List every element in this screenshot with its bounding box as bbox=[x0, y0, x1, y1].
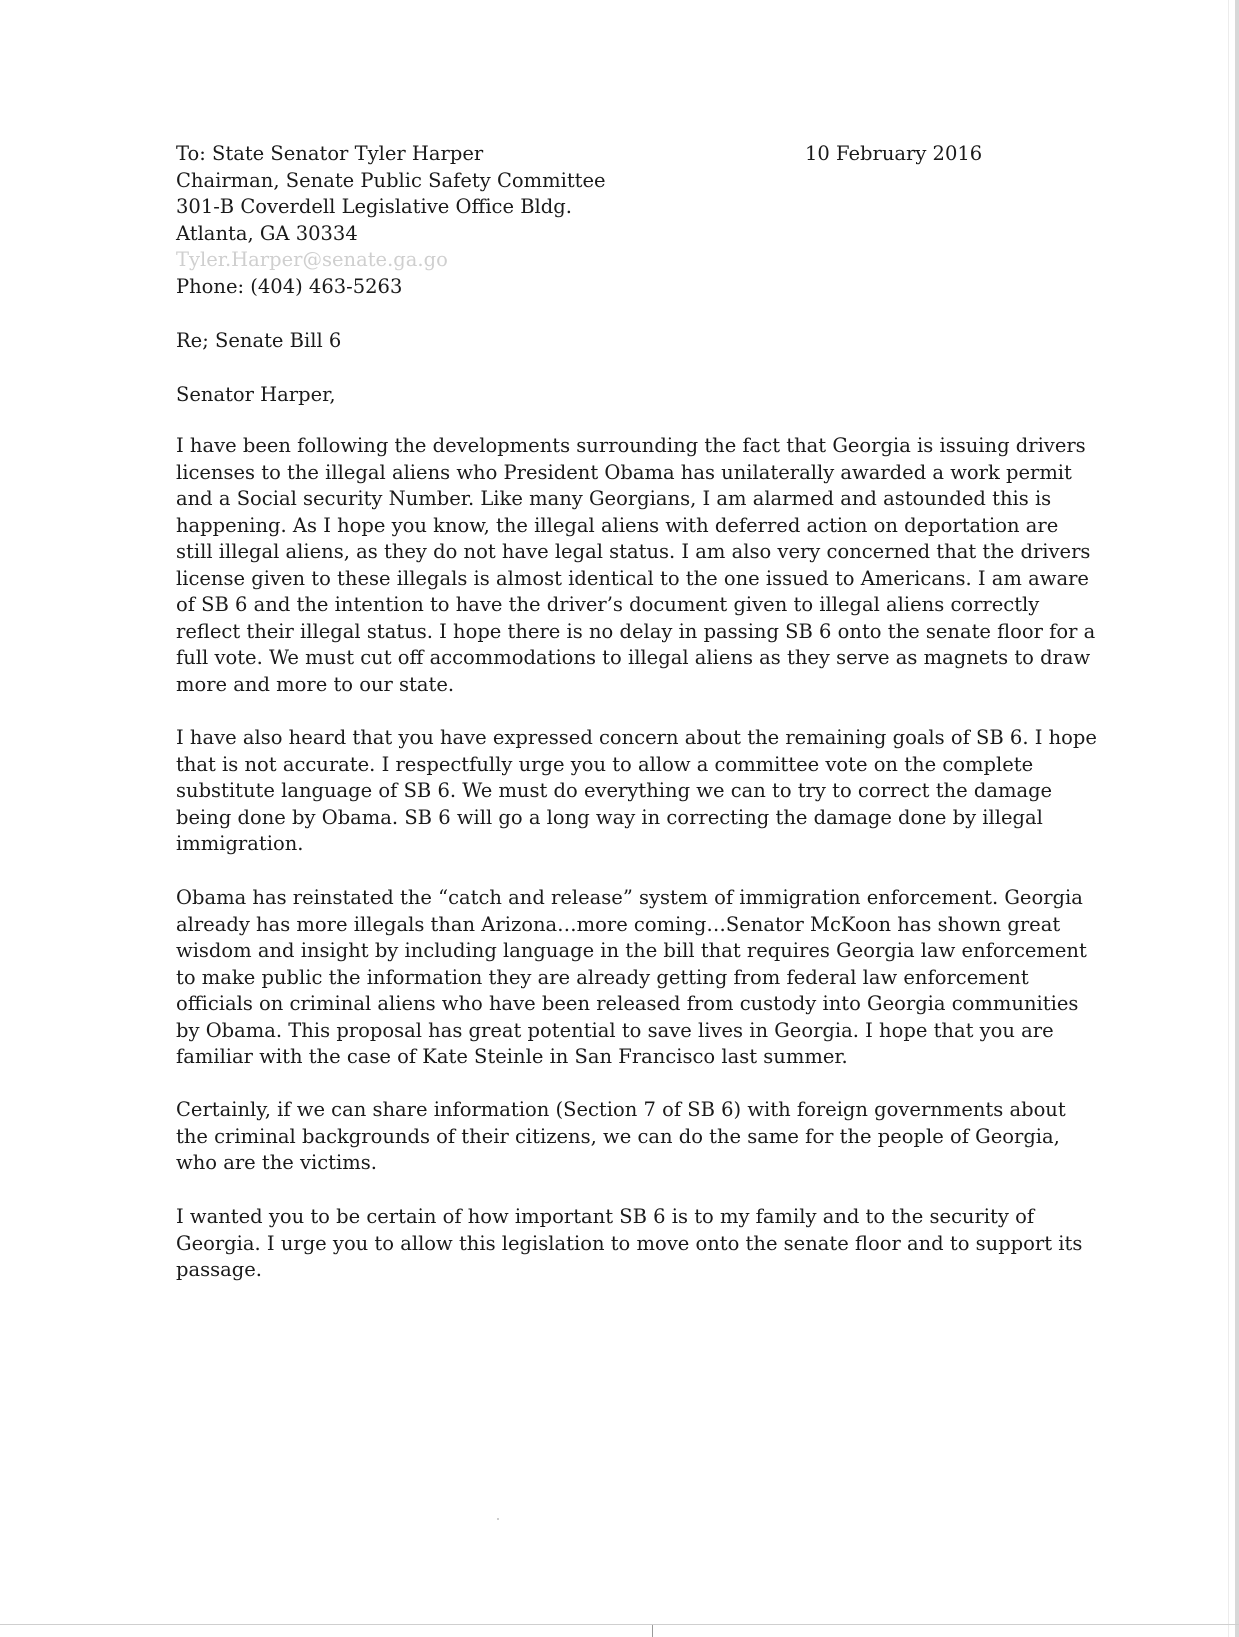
scan-speck bbox=[497, 1518, 499, 1520]
body-line: licenses to the illegal aliens who President Obama has unilaterally awarded a work permit bbox=[176, 460, 1072, 484]
body-line: happening. As I hope you know, the illegal aliens with deferred action on deportation are bbox=[176, 513, 1059, 537]
subject-line: Re; Senate Bill 6 bbox=[176, 329, 342, 352]
body-line: already has more illegals than Arizona…more coming…Senator McKoon has shown great bbox=[176, 912, 1061, 936]
address-line-title: Chairman, Senate Public Safety Committee bbox=[176, 168, 606, 192]
scan-tick bbox=[652, 1625, 653, 1637]
body-paragraph-5 bbox=[176, 1204, 1082, 1284]
body-paragraph-1 bbox=[176, 433, 1095, 698]
body-line: full vote. We must cut off accommodations to illegal aliens as they serve as magnets to draw bbox=[176, 646, 1091, 669]
body-line: to make public the information they are already getting from federal law enforcement bbox=[176, 965, 1029, 989]
body-line: I have also heard that you have expressed concern about the remaining goals of SB 6. I hope bbox=[176, 726, 1097, 749]
address-line-office: 301-B Coverdell Legislative Office Bldg. bbox=[176, 195, 572, 218]
body-line: Certainly, if we can share information (Section 7 of SB 6) with foreign governments about bbox=[176, 1098, 1066, 1121]
letter-date: 10 February 2016 bbox=[805, 142, 983, 165]
body-line: and a Social security Number. Like many Georgians, I am alarmed and astounded this is bbox=[176, 487, 1052, 510]
body-line: passage. bbox=[176, 1258, 262, 1281]
body-line: I wanted you to be certain of how important SB 6 is to my family and to the security of bbox=[176, 1205, 1035, 1228]
address-line-recipient: To: State Senator Tyler Harper bbox=[176, 142, 484, 165]
body-line: Obama has reinstated the “catch and release” system of immigration enforcement. Georgia bbox=[176, 886, 1083, 909]
body-paragraph-3 bbox=[176, 885, 1087, 1071]
body-line: I have been following the developments surrounding the fact that Georgia is issuing drivers bbox=[176, 434, 1086, 457]
body-line: that is not accurate. I respectfully urge you to allow a committee vote on the complete bbox=[176, 752, 1034, 776]
address-line-city: Atlanta, GA 30334 bbox=[176, 221, 358, 245]
address-line-phone: Phone: (404) 463-5263 bbox=[176, 274, 403, 298]
body-line: still illegal aliens, as they do not have legal status. I am also very concerned that the drivers bbox=[176, 540, 1091, 563]
body-line: Georgia. I urge you to allow this legislation to move onto the senate floor and to support its bbox=[176, 1231, 1083, 1255]
body-line: by Obama. This proposal has great potential to save lives in Georgia. I hope that you are bbox=[176, 1018, 1054, 1042]
body-line: license given to these illegals is almost identical to the one issued to Americans. I am aware bbox=[176, 566, 1089, 590]
scan-edge-right bbox=[1235, 0, 1239, 1637]
body-line: of SB 6 and the intention to have the driver’s document given to illegal aliens correctly bbox=[176, 593, 1040, 616]
salutation: Senator Harper, bbox=[176, 383, 336, 406]
body-line: who are the victims. bbox=[176, 1151, 377, 1174]
body-paragraph-4 bbox=[176, 1097, 1066, 1177]
body-line: substitute language of SB 6. We must do everything we can to try to correct the damage bbox=[176, 779, 1053, 802]
scan-edge-right-inner bbox=[1228, 0, 1229, 1637]
body-line: more and more to our state. bbox=[176, 672, 455, 696]
body-line: wisdom and insight by including language in the bill that requires Georgia law enforcement bbox=[176, 939, 1087, 962]
body-line: immigration. bbox=[176, 832, 304, 855]
address-line-email: Tyler.Harper@senate.ga.go bbox=[176, 248, 448, 271]
body-paragraph-2 bbox=[176, 725, 1097, 858]
recipient-address bbox=[176, 141, 606, 300]
scan-edge-bottom bbox=[0, 1624, 1239, 1625]
body-line: officials on criminal aliens who have been released from custody into Georgia communities bbox=[176, 992, 1079, 1015]
body-line: familiar with the case of Kate Steinle in San Francisco last summer. bbox=[176, 1045, 848, 1068]
body-line: being done by Obama. SB 6 will go a long way in correcting the damage done by illegal bbox=[176, 805, 1043, 829]
body-line: the criminal backgrounds of their citizens, we can do the same for the people of Georgia, bbox=[176, 1124, 1060, 1148]
body-line: reflect their illegal status. I hope there is no delay in passing SB 6 onto the senate floor for a bbox=[176, 619, 1096, 643]
